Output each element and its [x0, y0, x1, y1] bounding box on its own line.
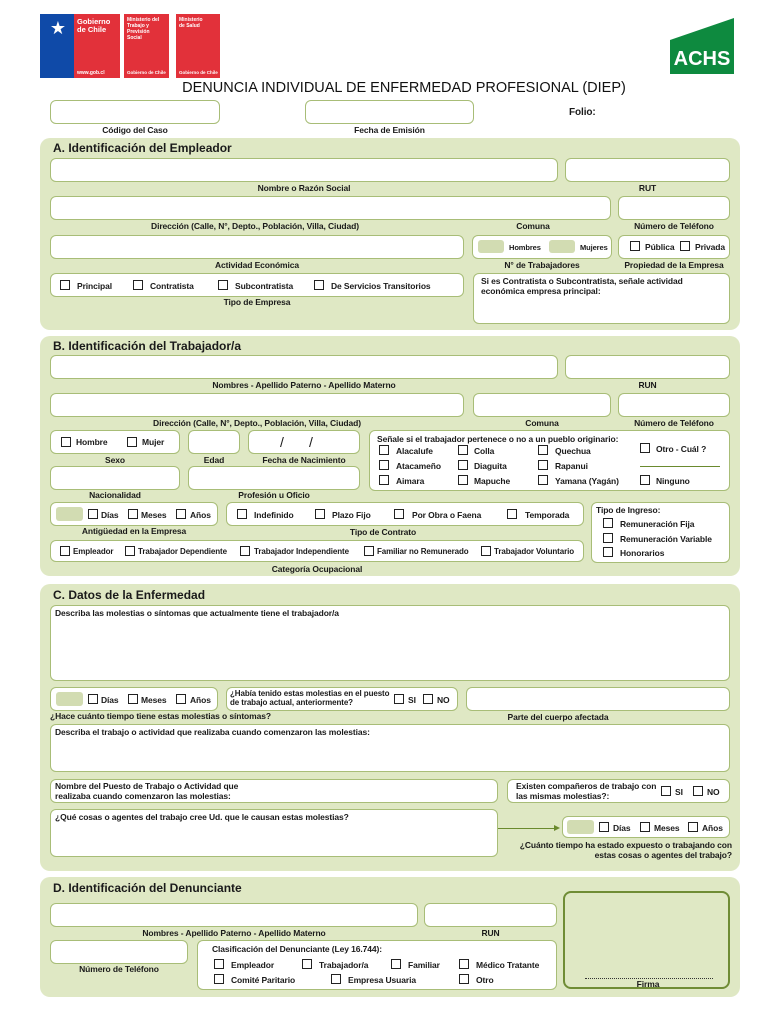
aimara-label: Aimara [396, 476, 425, 486]
den-usuaria-label: Empresa Usuaria [348, 975, 416, 985]
habia-no-checkbox[interactable] [423, 694, 433, 704]
habia-si-checkbox[interactable] [394, 694, 404, 704]
hace-cuanto-anos-checkbox[interactable] [176, 694, 186, 704]
gov-logo-line2: de Chile [77, 25, 107, 34]
tipo-contrato-label: Tipo de Contrato [349, 527, 417, 537]
mapuche-label: Mapuche [474, 476, 511, 486]
den-familiar-label: Familiar [408, 960, 440, 970]
den-trabajador-label: Trabajador/a [319, 960, 369, 970]
denunciante-run-label: RUN [481, 928, 500, 938]
temporada-label: Temporada [525, 510, 570, 520]
antiguedad-dias-checkbox[interactable] [88, 509, 98, 519]
transitorios-checkbox[interactable] [314, 280, 324, 290]
den-medico-checkbox[interactable] [459, 959, 469, 969]
antiguedad-dias-label: Días [101, 510, 119, 520]
actividad-economica-input[interactable] [50, 235, 464, 259]
honorarios-checkbox[interactable] [603, 547, 613, 557]
firma-box[interactable] [563, 891, 730, 989]
mujer-label: Mujer [142, 437, 165, 447]
rapanui-label: Rapanui [555, 461, 588, 471]
quechua-label: Quechua [555, 446, 591, 456]
trabajador-telefono-input[interactable] [618, 393, 730, 417]
plazo-fijo-label: Plazo Fijo [332, 510, 371, 520]
companeros-no-checkbox[interactable] [693, 786, 703, 796]
denunciante-telefono-label: Número de Teléfono [79, 964, 159, 974]
ministerio-salud-footer: Gobierno de Chile [179, 70, 218, 75]
mujer-checkbox[interactable] [127, 437, 137, 447]
diaguita-checkbox[interactable] [458, 460, 468, 470]
rem-fija-checkbox[interactable] [603, 518, 613, 528]
rem-variable-label: Remuneración Variable [620, 534, 712, 544]
den-comite-label: Comité Paritario [231, 975, 296, 985]
sexo-label: Sexo [105, 455, 125, 465]
nacionalidad-label: Nacionalidad [89, 490, 141, 500]
propiedad-label: Propiedad de la Empresa [624, 260, 724, 270]
antiguedad-anos-checkbox[interactable] [176, 509, 186, 519]
ninguno-label: Ninguno [656, 476, 690, 486]
hombre-label: Hombre [76, 437, 108, 447]
ministerio-salud-text: Ministerio de Salud [179, 17, 203, 29]
que-cosas-label: ¿Qué cosas o agentes del trabajo cree Ud. que le causan estas molestias? [55, 812, 349, 822]
document-title: DENUNCIA INDIVIDUAL DE ENFERMEDAD PROFESIONAL (DIEP) [182, 80, 626, 96]
gov-logo-line1: Gobierno [77, 17, 111, 26]
antiguedad-meses-checkbox[interactable] [128, 509, 138, 519]
den-otro-checkbox[interactable] [459, 974, 469, 984]
empleador-rut-label: RUT [638, 183, 657, 193]
mujeres-label: Mujeres [580, 243, 608, 252]
otro-cual-line[interactable] [640, 466, 720, 467]
obra-faena-checkbox[interactable] [394, 509, 404, 519]
expuesto-value-input[interactable] [567, 820, 594, 834]
hace-cuanto-label: ¿Hace cuánto tiempo tiene estas molestias o síntomas? [50, 711, 271, 721]
codigo-caso-label: Código del Caso [102, 125, 168, 135]
trabajador-nombres-input[interactable] [50, 355, 558, 379]
trabajador-direccion-input[interactable] [50, 393, 464, 417]
empleador-telefono-label: Número de Teléfono [634, 221, 714, 231]
publica-label: Pública [645, 242, 675, 252]
trabajador-comuna-label: Comuna [525, 418, 559, 428]
expuesto-anos-checkbox[interactable] [688, 822, 698, 832]
profesion-input[interactable] [188, 466, 360, 490]
folio-label: Folio: [569, 107, 596, 118]
contratista-label: Contratista [150, 281, 194, 291]
den-trabajador-checkbox[interactable] [302, 959, 312, 969]
section-a-title: A. Identificación del Empleador [53, 141, 232, 155]
cat-voluntario-label: Trabajador Voluntario [494, 547, 574, 556]
trabajador-run-label: RUN [638, 380, 657, 390]
star-icon: ★ [49, 18, 67, 38]
gov-logo-url: www.gob.cl [77, 70, 105, 76]
cat-empleador-checkbox[interactable] [60, 546, 70, 556]
habia-si-label: SI [408, 695, 416, 705]
companeros-no-label: NO [707, 787, 720, 797]
denunciante-run-input[interactable] [424, 903, 557, 927]
honorarios-label: Honorarios [620, 548, 665, 558]
section-d-title: D. Identificación del Denunciante [53, 881, 242, 895]
otro-cual-checkbox[interactable] [640, 443, 650, 453]
ninguno-checkbox[interactable] [640, 475, 650, 485]
atacameno-label: Atacameño [396, 461, 441, 471]
indefinido-label: Indefinido [254, 510, 294, 520]
principal-label: Principal [77, 281, 113, 291]
hace-cuanto-meses-checkbox[interactable] [128, 694, 138, 704]
cat-familiar-label: Familiar no Remunerado [377, 547, 469, 556]
empleador-rut-input[interactable] [565, 158, 730, 182]
sintomas-label: Describa las molestias o síntomas que actualmente tiene el trabajador/a [55, 608, 339, 618]
fecha-nacimiento-input[interactable] [248, 430, 360, 454]
trabajador-telefono-label: Número de Teléfono [634, 418, 714, 428]
describa-trabajo-label: Describa el trabajo o actividad que realizaba cuando comenzaron las molestias: [55, 727, 370, 737]
yamana-checkbox[interactable] [538, 475, 548, 485]
diaguita-label: Diaguita [474, 461, 507, 471]
hace-cuanto-meses-label: Meses [141, 695, 167, 705]
den-medico-label: Médico Tratante [476, 960, 540, 970]
habia-tenido-label: ¿Había tenido estas molestias en el puesto de trabajo actual, anteriormente? [230, 689, 390, 707]
den-empleador-checkbox[interactable] [214, 959, 224, 969]
alacalufe-checkbox[interactable] [379, 445, 389, 455]
antiguedad-label: Antigüedad en la Empresa [81, 526, 187, 536]
hombres-label: Hombres [509, 243, 541, 252]
yamana-label: Yamana (Yagán) [555, 476, 619, 486]
nacionalidad-input[interactable] [50, 466, 180, 490]
antiguedad-value-input[interactable] [56, 507, 83, 521]
privada-checkbox[interactable] [680, 241, 690, 251]
pueblo-originario-label: Señale si el trabajador pertenece o no a un pueblo originario: [377, 434, 619, 444]
rem-fija-label: Remuneración Fija [620, 519, 695, 529]
den-otro-label: Otro [476, 975, 494, 985]
indefinido-checkbox[interactable] [237, 509, 247, 519]
categoria-label: Categoría Ocupacional [271, 564, 363, 574]
den-empleador-label: Empleador [231, 960, 275, 970]
companeros-si-label: SI [675, 787, 683, 797]
edad-label: Edad [203, 455, 225, 465]
parte-cuerpo-label: Parte del cuerpo afectada [507, 712, 609, 722]
antiguedad-anos-label: Años [190, 510, 211, 520]
arrow-line [498, 828, 556, 829]
cat-independiente-label: Trabajador Independiente [254, 547, 349, 556]
empleador-nombre-input[interactable] [50, 158, 558, 182]
mapuche-checkbox[interactable] [458, 475, 468, 485]
empleador-telefono-input[interactable] [618, 196, 730, 220]
fecha-slash-2: / [309, 434, 313, 450]
hace-cuanto-value-input[interactable] [56, 692, 83, 706]
cat-voluntario-checkbox[interactable] [481, 546, 491, 556]
cat-independiente-checkbox[interactable] [240, 546, 250, 556]
publica-checkbox[interactable] [630, 241, 640, 251]
ministerio-trabajo-text: Ministerio del Trabajo y Previsión Social [127, 17, 160, 41]
ministerio-salud-logo [176, 14, 220, 78]
quechua-checkbox[interactable] [538, 445, 548, 455]
profesion-label: Profesión u Oficio [238, 490, 310, 500]
cat-familiar-checkbox[interactable] [364, 546, 374, 556]
companeros-si-checkbox[interactable] [661, 786, 671, 796]
nombre-puesto-label: Nombre del Puesto de Trabajo o Actividad que realizaba cuando comenzaron las molestias: [55, 781, 239, 801]
alacalufe-label: Alacalufe [396, 446, 433, 456]
expuesto-dias-checkbox[interactable] [599, 822, 609, 832]
fecha-emision-input[interactable] [305, 100, 474, 124]
den-familiar-checkbox[interactable] [391, 959, 401, 969]
cat-empleador-label: Empleador [73, 547, 114, 556]
denunciante-nombres-input[interactable] [50, 903, 418, 927]
trabajador-direccion-label: Dirección (Calle, N°, Depto., Población, Villa, Ciudad) [153, 418, 361, 428]
firma-label: Firma [636, 979, 660, 989]
gobierno-de-chile-logo [40, 14, 120, 78]
companeros-label: Existen compañeros de trabajo con las mismas molestias?: [516, 781, 657, 801]
transitorios-label: De Servicios Transitorios [331, 281, 431, 291]
n-trabajadores-label: N° de Trabajadores [504, 260, 580, 270]
contratista-checkbox[interactable] [133, 280, 143, 290]
parte-cuerpo-input[interactable] [466, 687, 730, 711]
subcontratista-label: Subcontratista [235, 281, 294, 291]
section-b-title: B. Identificación del Trabajador/a [53, 339, 242, 353]
hace-cuanto-dias-label: Días [101, 695, 119, 705]
privada-label: Privada [695, 242, 726, 252]
hace-cuanto-dias-checkbox[interactable] [88, 694, 98, 704]
antiguedad-meses-label: Meses [141, 510, 167, 520]
subcontratista-checkbox[interactable] [218, 280, 228, 290]
principal-checkbox[interactable] [60, 280, 70, 290]
ministerio-trabajo-logo [124, 14, 169, 78]
section-c-title: C. Datos de la Enfermedad [53, 588, 206, 602]
achs-logo [670, 18, 734, 74]
empleador-nombre-label: Nombre o Razón Social [257, 183, 351, 193]
colla-checkbox[interactable] [458, 445, 468, 455]
tipo-ingreso-label: Tipo de Ingreso: [596, 505, 661, 515]
habia-no-label: NO [437, 695, 450, 705]
expuesto-anos-label: Años [702, 823, 723, 833]
actividad-economica-label: Actividad Económica [214, 260, 300, 270]
cat-dependiente-checkbox[interactable] [125, 546, 135, 556]
cuanto-expuesto-label: ¿Cuánto tiempo ha estado expuesto o trabajando con estas cosas o agentes del trabajo? [519, 840, 732, 860]
colla-label: Colla [474, 446, 495, 456]
hombres-count-input[interactable] [478, 240, 504, 253]
fecha-slash-1: / [280, 434, 284, 450]
edad-input[interactable] [188, 430, 240, 454]
trabajador-comuna-input[interactable] [473, 393, 611, 417]
arrow-right-icon [554, 825, 560, 831]
temporada-checkbox[interactable] [507, 509, 517, 519]
denunciante-nombres-label: Nombres - Apellido Paterno - Apellido Materno [142, 928, 326, 938]
otro-cual-label: Otro - Cuál ? [656, 444, 707, 454]
mujeres-count-input[interactable] [549, 240, 575, 253]
den-usuaria-checkbox[interactable] [331, 974, 341, 984]
empleador-direccion-input[interactable] [50, 196, 611, 220]
clasificacion-label: Clasificación del Denunciante (Ley 16.744): [212, 944, 383, 954]
cat-dependiente-label: Trabajador Dependiente [138, 547, 227, 556]
expuesto-meses-checkbox[interactable] [640, 822, 650, 832]
expuesto-meses-label: Meses [654, 823, 680, 833]
den-comite-checkbox[interactable] [214, 974, 224, 984]
codigo-caso-input[interactable] [50, 100, 220, 124]
trabajador-nombres-label: Nombres - Apellido Paterno - Apellido Materno [212, 380, 396, 390]
hombre-checkbox[interactable] [61, 437, 71, 447]
obra-faena-label: Por Obra o Faena [412, 510, 482, 520]
tipo-empresa-label: Tipo de Empresa [223, 297, 291, 307]
atacameno-checkbox[interactable] [379, 460, 389, 470]
fecha-nacimiento-label: Fecha de Nacimiento [262, 455, 346, 465]
rapanui-checkbox[interactable] [538, 460, 548, 470]
si-contratista-label: Si es Contratista o Subcontratista, señale actividad económica empresa principal: [481, 276, 683, 296]
denunciante-telefono-input[interactable] [50, 940, 188, 964]
trabajador-run-input[interactable] [565, 355, 730, 379]
rem-variable-checkbox[interactable] [603, 533, 613, 543]
empleador-direccion-label: Dirección (Calle, N°, Depto., Población, Villa, Ciudad) [151, 221, 359, 231]
aimara-checkbox[interactable] [379, 475, 389, 485]
plazo-fijo-checkbox[interactable] [315, 509, 325, 519]
hace-cuanto-anos-label: Años [190, 695, 211, 705]
expuesto-dias-label: Días [613, 823, 631, 833]
fecha-emision-label: Fecha de Emisión [354, 125, 425, 135]
achs-logo-text: ACHS [673, 48, 731, 70]
ministerio-trabajo-footer: Gobierno de Chile [127, 70, 166, 75]
empleador-comuna-label: Comuna [516, 221, 550, 231]
